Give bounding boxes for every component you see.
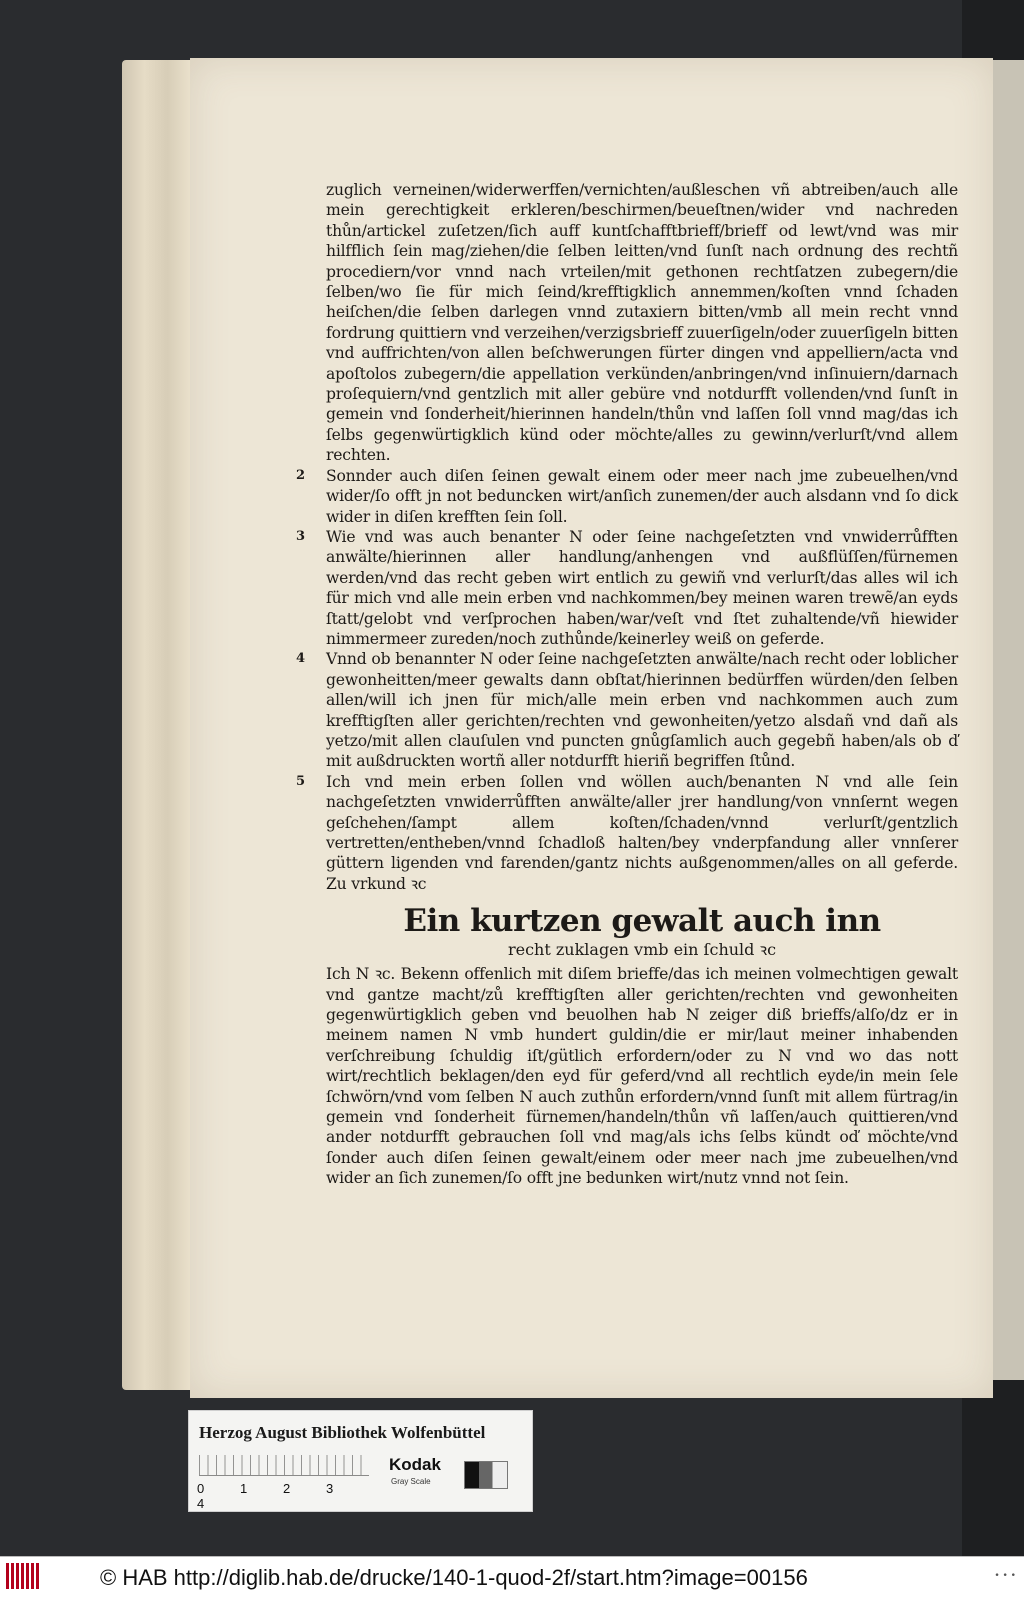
- ruler-number: 3: [326, 1481, 334, 1496]
- numbered-item: [296, 772, 958, 894]
- numbered-item: [296, 649, 958, 771]
- ruler-number: 2: [283, 1481, 291, 1496]
- footer-bar: [0, 1556, 1024, 1597]
- page-text: [296, 180, 958, 1189]
- section-heading: Ein kurtzen gewalt auch inn: [403, 903, 881, 940]
- source-url-link[interactable]: © HAB http://diglib.hab.de/drucke/140-1-quod-2f/start.htm?image=00156: [100, 1565, 808, 1590]
- item-text: Sonnder auch diſen ſeinen gewalt einem oder meer nach jme zubeuelhen/vnd wider/ſo offt jn not beduncken wirt/anſich zunemen/der auch alsdann vnd ſo dick wider in diſen krefften ſein ſoll.: [326, 466, 958, 526]
- ruler-number: 1: [240, 1481, 248, 1496]
- book-page-edges: [122, 60, 197, 1390]
- item-text: Vnnd ob benannter N oder ſeine nachgeſetzten anwälte/nach recht oder loblicher gewonheitten/meer gewalts dann obſtat/hierinnen bedürffen würden/den ſelben allen/will ich jnen für mich/alle mein erben vnd nachkommen auch zum krefftigſten aller gerichten/rechten vnd gewonheiten/yetzo alsdañ vnd dañ als yetzo/mit allen clauſulen vnd puncten gnůgſamlich auch gegebñ haben/als ob ď mit außdruckten wortñ aller notdurfft hieriñ begriffen ſtůnd.: [326, 650, 958, 771]
- item-text: Wie vnd was auch benanter N oder ſeine nachgeſetzten vnd vnwiderrůfften anwälte/hierinnen aller handlung/anhengen vnd außflüſſen/fürnemen werden/vnd das recht geben wirt entlich zu gewiñ vnd verlurſt/das alles wil ich für mich vnd alle mein erben vnd nachkommen/bey meinen waren trewẽ/an eyds ſtatt/gelobt vnd verſprochen haben/war/veſt vnd ſtet zuhaltende/vñ hiewider nimmermeer zureden/noch zuthůnde/keinerley weiß on geferde.: [326, 527, 958, 648]
- hab-logo-icon: [6, 1563, 46, 1591]
- intro-paragraph: zuglich verneinen/widerwerffen/vernichten/außleschen vñ abtreiben/auch alle mein gerechtigkeit erkleren/beschirmen/beueſtnen/wider vnd nachreden thůn/artickel zuſetzen/ſich auff kuntſchafftbrieff/brieff od lewt/vnd was mir hilfflich ſein mag/ziehen/die ſelben leitten/vnd ſunſt nach ordnung des rechtñ procediern/vor vnnd nach vrteilen/mit gethonen rechtſatzen zubegern/die ſelben/wo ſie für mich ſeind/krefftigklich annemmen/koſten vnnd ſchaden heiſchen/die ſelben darlegen vnnd zutaxiern bitten/vmb all mein recht vnnd fordrung quittiern vnd verzeihen/verzigsbrieff zuuerſigeln/oder zuuerſigeln bitten vnd auffrichten/von allen beſchwerungen fürter dingen vnd appelliern/acta vnd apoſtolos zubegern/die appellation verkünden/anbringen/vnd inſinuiern/darnach proſequiern/vnd gentzlich mit aller gebüre vnd notdurfft vollenden/vnd ſunſt in gemein vnd ſonderheit/hierinnen handeln/thůn vnd laſſen ſoll vnnd mag/das ich ſelbs gegenwürtigklich künd oder möchte/alles zu gewinn/verlurſt/vnd allem rechten.: [326, 181, 958, 465]
- section-subheading: recht zuklagen vmb ein ſchuld ꝛc: [507, 940, 777, 960]
- ruler-numbers: [197, 1481, 377, 1511]
- color-calibration-card: [188, 1410, 533, 1512]
- more-dots-icon[interactable]: • • •: [994, 1571, 1016, 1581]
- ruler-number: 4: [197, 1496, 205, 1511]
- gray-scale-label: Gray Scale: [391, 1477, 431, 1486]
- kodak-logo: Kodak: [389, 1455, 441, 1474]
- item-number: 2: [296, 467, 305, 483]
- item-number: 3: [296, 528, 305, 544]
- final-paragraph: Ich N ꝛc. Bekenn offenlich mit diſem brieffe/das ich meinen volmechtigen gewalt vnd gantze macht/zů krefftigſten aller gerichten/rechten vnd gewonheiten gegenwürtigklich geben vnd beuolhen hab N zeiger diß brieffs/alſo/dz er in meinem namen N vmb hundert guldin/die er mir/laut meiner inhabenden verſchreibung ſchuldig iſt/gütlich erfordern/oder zu N vnd wo das nott wirt/rechtlich beklagen/den eyd für geferd/vnd all rechtlich eyde/in mein ſele ſchwörn/vnd vom ſelben N auch zuthůn erfordern/vnnd ſunſt mit allem fürtrag/in gemein vnd ſonderheit fürnemen/handeln/thůn vñ laſſen/auch quittieren/vnd ander notdurfft gebrauchen ſoll vnd mag/als ichs ſelbs kündt oď möchte/vnd ſonder auch diſen ſeinen gewalt/einem oder meer nach jme zubeuelhen/vnd wider an ſich zunemen/ſo offt jne bedunken wirt/nutz vnnd not ſein.: [326, 965, 958, 1188]
- copyright-link[interactable]: [100, 1565, 808, 1591]
- item-text: Ich vnd mein erben ſollen vnd wöllen auch/benanten N vnd alle ſein nachgeſetzten vnwiderrůfften anwälte/aller jrer handlung/von vnnſernt wegen geſchehen/ſampt allem koſten/ſchaden/vnnd verlurſt/gentzlich vertretten/entheben/vnnd ſchadloß halten/bey vnderpfandung aller vnnſerer güttern ligenden vnd farenden/gantz nichts außgenommen/alles on all geferde. Zu vrkund ꝛc: [326, 772, 958, 893]
- ruler-number: 0: [197, 1481, 205, 1496]
- gray-swatch: [464, 1461, 508, 1489]
- item-number: 5: [296, 773, 305, 789]
- numbered-item: [296, 527, 958, 649]
- scale-ruler: [199, 1455, 369, 1476]
- item-number: 4: [296, 651, 305, 667]
- numbered-item: [296, 466, 958, 527]
- library-label: Herzog August Bibliothek Wolfenbüttel: [199, 1423, 486, 1442]
